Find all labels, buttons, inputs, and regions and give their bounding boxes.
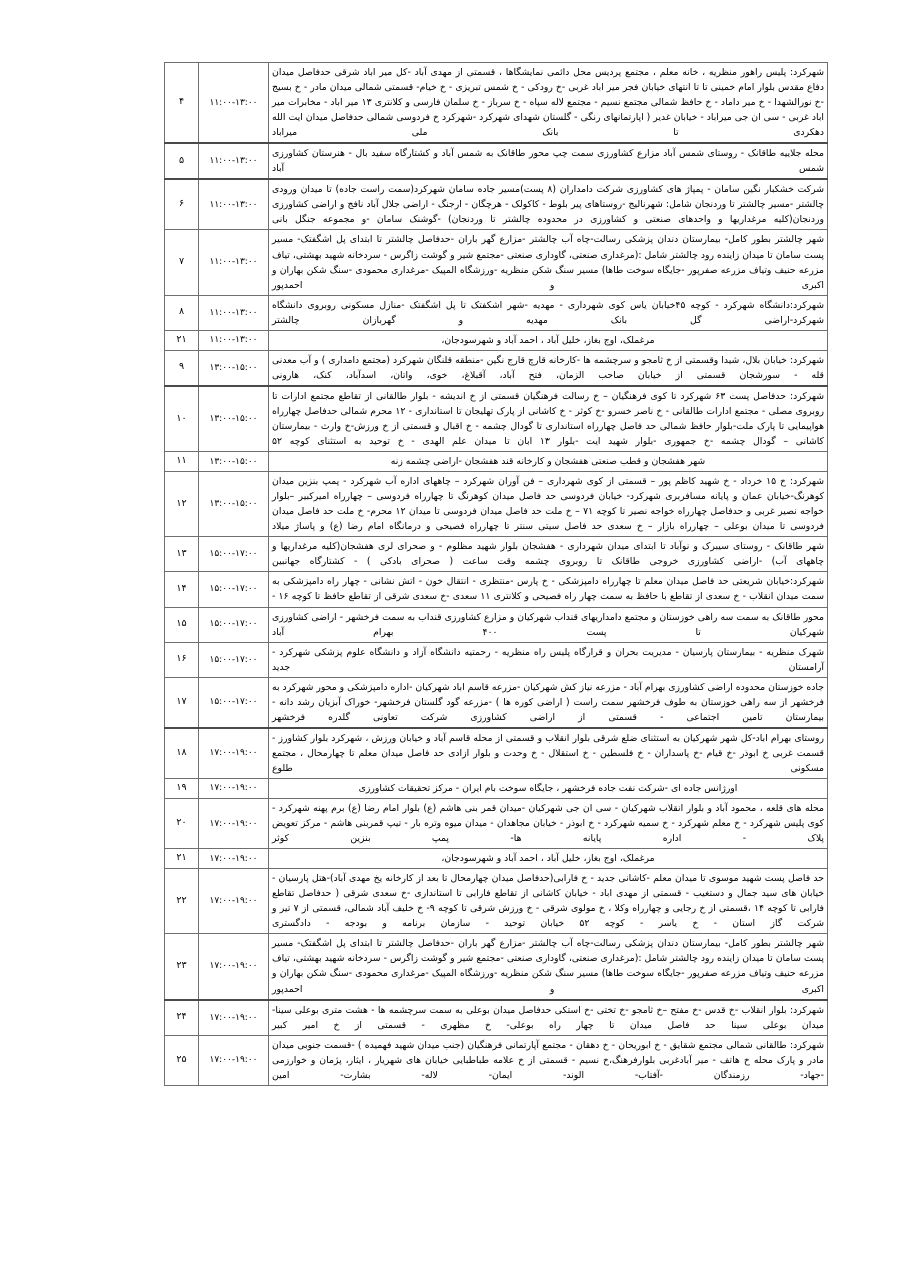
table-row <box>165 179 828 230</box>
cell-row-number: ۷ <box>165 230 199 295</box>
table-row <box>165 572 828 607</box>
table-row <box>165 728 828 779</box>
cell-area-description: روستای بهرام اباد-کل شهر شهرکیان به استثنای ضلع شرقی بلوار انقلاب و قسمتی از محله قاسم آباد و خیابان ورزش ، شهرکرد بلوار کشاورز - قسمت غربی خ ابوذر -خ قیام -خ پاسداران - خ فلسطین - خ استقلال - خ وحدت و بلوار ازادی حد فاصل میدان معلم تا چهارمحال ، مجتمع مسکونی طلوع <box>269 728 828 779</box>
cell-time-range: ۱۱:۰۰-۱۳:۰۰ <box>199 143 269 179</box>
cell-row-number: ۴ <box>165 63 199 144</box>
table-row <box>165 350 828 386</box>
cell-time-range: ۱۷:۰۰-۱۹:۰۰ <box>199 778 269 798</box>
cell-area-description: محله های قلعه ، محمود آباد و بلوار انقلاب شهرکیان - سی ان جی شهرکیان -میدان قمر بنی هاشم (ع) بلوار امام رضا (ع) برم پهنه شهرکرد - کوی پلیس شهرکرد - خ معلم شهرکرد - خ سمیه شهرکرد - خ ابوذر - خیابان مجاهدان - میدان میوه وتره بار - تیپ قمربنی هاشم - مرکز تعویض پلاک - اداره پایانه ها- پمپ بنزین کوثر <box>269 799 828 849</box>
cell-row-number: ۶ <box>165 179 199 230</box>
table-row <box>165 607 828 642</box>
cell-area-description: شهرک منظریه - بیمارستان پارسیان - مدیریت بحران و قرارگاه پلیس راه منظریه - رحمتیه دانشگاه آزاد و دانشگاه علوم پزشکی شهرکرد - آرامستان جدید <box>269 642 828 677</box>
cell-time-range: ۱۵:۰۰-۱۷:۰۰ <box>199 642 269 677</box>
cell-time-range: ۱۷:۰۰-۱۹:۰۰ <box>199 869 269 934</box>
cell-area-description: شهر هفشجان و قطب صنعتی هفشجان و کارخانه قند هفشجان -اراضی چشمه زنه <box>269 452 828 472</box>
cell-row-number: ۱۹ <box>165 778 199 798</box>
cell-row-number: ۲۰ <box>165 799 199 849</box>
table-row <box>165 642 828 677</box>
cell-area-description: شهرکرد: بلوار انقلاب -خ قدس -خ مفتح –خ ثامجو -خ تختی -خ استکی حدفاصل میدان بوعلی به سمت سرچشمه ها - هشت متری بوعلی سینا- میدان بوعلی سینا حد فاصل میدان تا چهار راه بوعلی- خ مظهری - قسمتی از خ امیر کبیر <box>269 1000 828 1036</box>
cell-time-range: ۱۳:۰۰-۱۵:۰۰ <box>199 452 269 472</box>
cell-time-range: ۱۵:۰۰-۱۷:۰۰ <box>199 572 269 607</box>
cell-time-range: ۱۷:۰۰-۱۹:۰۰ <box>199 728 269 779</box>
table-row <box>165 143 828 179</box>
cell-time-range: ۱۷:۰۰-۱۹:۰۰ <box>199 934 269 1000</box>
table-row <box>165 934 828 1000</box>
cell-time-range: ۱۷:۰۰-۱۹:۰۰ <box>199 849 269 869</box>
cell-row-number: ۱۴ <box>165 572 199 607</box>
cell-area-description: شهر چالشتر بطور کامل- بیمارستان دندان پزشکی رسالت-چاه آب چالشتر -مزارع گهر باران -حدفاصل چالشتر تا ابتدای پل اشگفتک- مسیر پست سامان تا میدان زاینده رود چالشتر شامل :(مرغداری صنعتی، گاوداری صنعتی -مجتمع شیر و گوشت زاگرس - سردخانه شهید بهشتی، تیاف مزرعه حنیف وتیاف مزرعه صفرپور -جایگاه سوخت طاها) مسیر سنگ شکن منظریه -ورزشگاه المپیک -مرغداری محمودی -سنگ شکن بهاران و اکبری و احمدپور <box>269 230 828 295</box>
cell-area-description: مرغملک، اوج بغاز، خلیل آباد ، احمد آباد و شهرسودجان، <box>269 849 828 869</box>
cell-area-description: جاده خوزستان محدوده اراضی کشاورزی بهرام آباد - مزرعه نیاز کش شهرکیان -مزرعه قاسم اباد شهرکیان -اداره دامپزشکی و محور شهرکرد به فرخشهر از سه راهی خوزستان به طوف فرخشهر سمت راست ( اراضی کوره ها ) -مزرعه گود گلستان فرخشهر- خوراک آبزیان رشد دانه - بیمارستان تامین اجتماعی - قسمتی از اراضی کشاورزی شرکت تعاونی گلدره فرخشهر <box>269 677 828 728</box>
cell-row-number: ۲۲ <box>165 869 199 934</box>
cell-row-number: ۱۰ <box>165 386 199 452</box>
cell-row-number: ۲۱ <box>165 849 199 869</box>
table-row <box>165 386 828 452</box>
table-body <box>165 63 828 1086</box>
cell-area-description: شهرکرد: حدفاصل پست ۶۳ شهرکرد تا کوی فرهنگیان – خ رسالت فرهنگیان قسمتی از خ اندیشه - بلوار طالقانی از تقاطع مجتمع ادارات تا روبروی مصلی - مجتمع ادارات طالقانی - خ ناصر خسرو -خ کوثر - خ کاشانی از پارک تهلیجان تا استانداری - ۱۲ محرم شمالی حدفاصل چهارراه هواپیمایی تا پارک ملت-بلوار حافظ شمالی حد فاصل چهارراه استانداری تا گودال چشمه - خ اقبال و قسمتی از خ ورزش-خ وارث - بیمارستان کاشانی – گودال چشمه -خ جمهوری -بلوار شهید ایت -بلوار ۱۳ ابان تا میدان علم الهدی - خ توحید به استثنای کوچه ۵۲ <box>269 386 828 452</box>
cell-area-description: شهرکرد: پلیس راهور منظریه ، خانه معلم ، مجتمع پردیس محل دائمی نمایشگاها ، قسمتی از مهدی آباد -کل میر اباد شرقی حدفاصل میدان دفاع مقدس بلوار امام خمینی تا تا انتهای خیابان فجر میر اباد غربی -خ رودکی - خ شمس تبریزی - خ خیام- قسمتی شمالی میدان مادر - خ بسیج -خ نورالشهدا - خ میر داماد - خ حافظ شمالی مجتمع نسیم - مجتمع لاله سپاه - خ سرباز - خ سلمان فارسی و کلانتری ۱۳ میر اباد - مخابرات میر اباد غربی - سی ان جی میراباد - خیابان غدیر ( اپارتمانهای رنگی - گلستان شهدای شهرکرد -شهرکرد خ فردوسی شمالی حدفاصل میدان ایت الله دهکردی تا بانک ملی میراباد <box>269 63 828 144</box>
table-row <box>165 295 828 330</box>
cell-row-number: ۵ <box>165 143 199 179</box>
cell-row-number: ۲۵ <box>165 1035 199 1085</box>
cell-time-range: ۱۳:۰۰-۱۵:۰۰ <box>199 472 269 537</box>
table-row <box>165 1000 828 1036</box>
cell-area-description: شهرکرد:دانشگاه شهرکرد - کوچه ۴۵خیابان یاس کوی شهرداری - مهدیه -شهر اشکفتک تا پل اشگفتک -منازل مسکونی روبروی دانشگاه شهرکرد-اراضی گل بانک مهدیه و گهربازان چالشتر <box>269 295 828 330</box>
outage-schedule-table-wrapper <box>176 62 828 1086</box>
table-row <box>165 472 828 537</box>
cell-area-description: محور طاقانک به سمت سه راهی خوزستان و مجتمع دامداریهای قنداب شهرکیان و مزارع کشاورزی قنداب به سمت فرخشهر - اراضی کشاورزی شهرکیان تا پست ۴۰۰ بهرام آباد <box>269 607 828 642</box>
cell-area-description: حد فاصل پست شهید موسوی تا میدان معلم -کاشانی جدید - خ فارابی(حدفاصل میدان چهارمحال تا بعد از کارخانه یخ مهدی آباد)-هتل پارسیان - خیابان های سید جمال و دستغیب - قسمتی از مهدی اباد - خیابان کاشانی از تقاطع فارابی تا استانداری -خ سعدی شرقی ( حدفاصل تقاطع فارابی تا کوچه ۱۴ ،قسمتی از خ رجایی و چهارراه وکلا ، خ مولوی شرقی - خ ورزش شرقی تا کوچه ۹- خ خلیف آباد شمالی، قسمتی از ۷ تیر و شرکت گاز استان - خ یاسر - کوچه ۵۲ خیابان توحید - سازمان برنامه و بودجه - دادگستری <box>269 869 828 934</box>
cell-area-description: شهرکرد: خیابان بلال، شیدا وقسمتی از خ ثامجو و سرچشمه ها -کارخانه قارچ قارج نگین -منطقه قلنگان شهرکرد (مجتمع دامداری ) و آب معدنی قله - سورشجان قسمتی از خیابان صاحب الزمان، فتح آباد، آقبلاغ، خوی، واتان، اسدآباد، کنک، هارونی <box>269 350 828 386</box>
cell-time-range: ۱۷:۰۰-۱۹:۰۰ <box>199 799 269 849</box>
cell-time-range: ۱۱:۰۰-۱۳:۰۰ <box>199 179 269 230</box>
table-row <box>165 677 828 728</box>
cell-row-number: ۱۱ <box>165 452 199 472</box>
cell-row-number: ۱۷ <box>165 677 199 728</box>
cell-time-range: ۱۵:۰۰-۱۷:۰۰ <box>199 607 269 642</box>
cell-time-range: ۱۱:۰۰-۱۳:۰۰ <box>199 330 269 350</box>
cell-time-range: ۱۳:۰۰-۱۵:۰۰ <box>199 350 269 386</box>
outage-schedule-table <box>164 62 828 1086</box>
cell-row-number: ۱۳ <box>165 537 199 572</box>
cell-row-number: ۱۵ <box>165 607 199 642</box>
cell-area-description: شهر چالشتر بطور کامل- بیمارستان دندان پزشکی رسالت-چاه آب چالشتر -مزارع گهر باران -حدفاصل چالشتر تا ابتدای پل اشگفتک- مسیر پست سامان تا میدان زاینده رود چالشتر شامل :(مرغداری صنعتی، گاوداری صنعتی -مجتمع شیر و گوشت زاگرس - سردخانه شهید بهشتی، تیاف مزرعه حنیف وتیاف مزرعه صفرپور -جایگاه سوخت طاها) مسیر سنگ شکن منظریه -ورزشگاه المپیک -مرغداری محمودی -سنگ شکن بهاران و اکبری و احمدپور <box>269 934 828 1000</box>
cell-area-description: شهرکرد: طالقانی شمالی مجتمع شقایق - خ ابوریحان - خ دهقان - مجتمع آپارتمانی فرهنگیان (جنب میدان شهید فهمیده ) -قسمت جنوبی میدان مادر و پارک محله خ هاتف - میر آبادغربی بلوارفرهنگ،خ نسیم - قسمتی از خ علامه طباطبایی خیابان های شهریار ، ایثار، پژمان و خوارزمی -جهاد- رزمندگان -آفتاب- الوند- ایمان- لاله- بشارت- امین <box>269 1035 828 1085</box>
table-row <box>165 452 828 472</box>
cell-time-range: ۱۷:۰۰-۱۹:۰۰ <box>199 1035 269 1085</box>
cell-area-description: اورژانس جاده ای -شرکت نفت جاده فرخشهر ، جایگاه سوخت بام ایران - مرکز تحقیقات کشاورزی <box>269 778 828 798</box>
cell-row-number: ۱۲ <box>165 472 199 537</box>
table-row <box>165 1035 828 1085</box>
cell-area-description: شهرکرد: خ ۱۵ خرداد - خ شهید کاظم پور – قسمتی از کوی شهرداری – فن آوران شهرکرد – چاههای اداره آب شهرکرد - پمپ بنزین میدان کوهرنگ-خیابان عمان و پایانه مسافربری شهرکرد- خیابان فردوسی حد فاصل میدان کوهرنگ تا چهارراه فردوسی – چهارراه امیرکبیر –بلوار خواجه نصیر غربی و حدفاصل چهارراه خواجه نصیر تا کوچه ۷۱ – خ ملت حد فاصل میدان فردوسی تا میدان ۱۲ محرم- خ ملت حد فاصل میدان فردوسی تا میدان بوعلی – چهارراه بازار – خ سعدی حد فاصل سیتی سنتر تا چهارراه فصیحی و درمانگاه امام رضا (ع) و پاساژ میلاد <box>269 472 828 537</box>
cell-row-number: ۲۱ <box>165 330 199 350</box>
cell-time-range: ۱۱:۰۰-۱۳:۰۰ <box>199 63 269 144</box>
cell-row-number: ۲۴ <box>165 1000 199 1036</box>
cell-area-description: شهر طاقانک - روستای سیبرک و نوآباد تا ابتدای میدان شهرداری - هفشجان بلوار شهید مظلوم - و صحرای لری هفشجان(کلیه مرغداریها و چاههای آب) -اراضی کشاورزی خروجی طاقانک تا روبروی چشمه وقت ساعت ( صحرای بادکی ) - کشتارگاه جهانبین <box>269 537 828 572</box>
cell-row-number: ۸ <box>165 295 199 330</box>
table-row <box>165 537 828 572</box>
table-row <box>165 63 828 144</box>
cell-time-range: ۱۱:۰۰-۱۳:۰۰ <box>199 230 269 295</box>
cell-time-range: ۱۵:۰۰-۱۷:۰۰ <box>199 537 269 572</box>
cell-area-description: شرکت خشکبار نگین سامان - پمپاژ های کشاورزی شرکت دامداران (۸ پست)مسیر جاده سامان شهرکرد(سمت راست جاده) تا میدان ورودی چالشتر -مسیر چالشتر تا وردنجان شامل: شهرنالیج -روستاهای پیر بلوط - کاکولک - هرچگان - ارجنگ - اراضی جلال آباد نافج و اراضی کشاورزی وردنجان(کلیه مرغداریها و واحدهای صنعتی و کشاورزی در محدوده چالشتر تا وردنجان) -گوشنک سامان -و مجموعه جنگل بانی <box>269 179 828 230</box>
cell-time-range: ۱۷:۰۰-۱۹:۰۰ <box>199 1000 269 1036</box>
table-row <box>165 330 828 350</box>
cell-area-description: مرغملک، اوج بغاز، خلیل آباد ، احمد آباد و شهرسودجان، <box>269 330 828 350</box>
table-row <box>165 799 828 849</box>
cell-row-number: ۹ <box>165 350 199 386</box>
table-row <box>165 849 828 869</box>
table-row <box>165 778 828 798</box>
cell-row-number: ۱۸ <box>165 728 199 779</box>
cell-time-range: ۱۱:۰۰-۱۳:۰۰ <box>199 295 269 330</box>
cell-area-description: شهرکرد:خیابان شریعتی حد فاصل میدان معلم تا چهارراه دامپزشکی - خ پارس -منتظری - انتقال خون - اتش نشانی - چهار راه دامپزشکی به سمت میدان انقلاب - خ سعدی از تقاطع با حافظ به سمت چهار راه فصیحی و کلانتری ۱۱ سعدی -خ سعدی شرقی از تقاطع حافظ تا کوچه ۱۶ - <box>269 572 828 607</box>
cell-time-range: ۱۳:۰۰-۱۵:۰۰ <box>199 386 269 452</box>
cell-row-number: ۲۳ <box>165 934 199 1000</box>
cell-time-range: ۱۵:۰۰-۱۷:۰۰ <box>199 677 269 728</box>
table-row <box>165 230 828 295</box>
cell-area-description: محله جلاییه طاقانک - روستای شمس آباد مزارع کشاورزی سمت چپ محور طاقانک به شمس آباد و کشتارگاه سفید بال - هنرستان کشاورزی شمس آباد <box>269 143 828 179</box>
cell-row-number: ۱۶ <box>165 642 199 677</box>
table-row <box>165 869 828 934</box>
